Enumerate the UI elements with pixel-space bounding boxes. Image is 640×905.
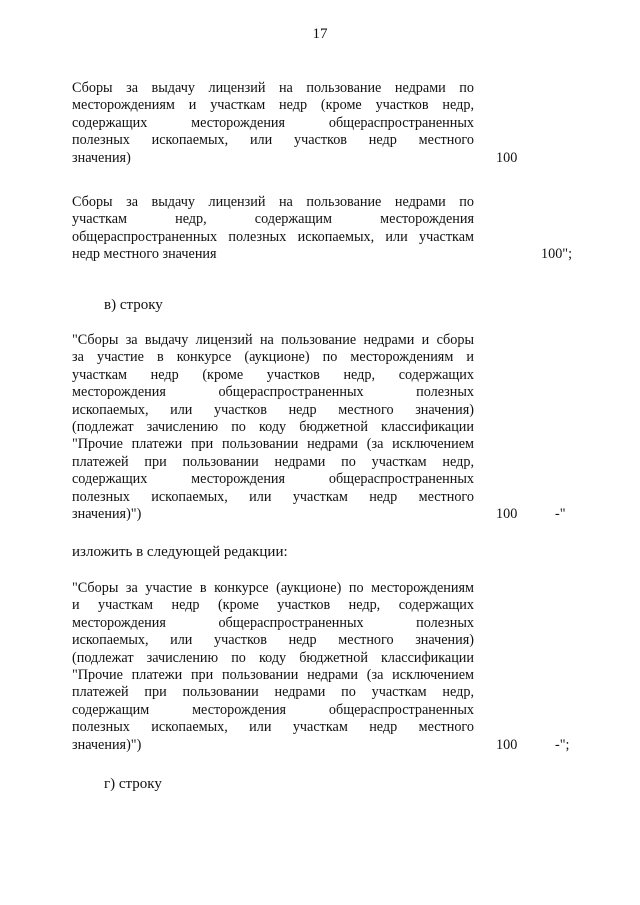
- entry-1-line: значения): [72, 149, 131, 166]
- entry-2-line: участкам недр, содержащим месторождения: [72, 211, 474, 228]
- page-number: 17: [312, 26, 328, 42]
- entry-1-line: содержащих месторождения общераспространенных: [72, 114, 474, 131]
- quoted-old-line: за участие в конкурсе (аукционе) по месторождениям и: [72, 349, 474, 366]
- instruction-g: г) строку: [104, 776, 162, 792]
- quoted-new-line: ископаемых, или участков недр местного значения): [72, 632, 474, 649]
- entry-2-line: недр местного значения: [72, 246, 217, 263]
- quoted-new-value: 100: [496, 736, 518, 753]
- quoted-old-suffix: -": [555, 506, 566, 522]
- quoted-new-line: значения)"): [72, 736, 142, 753]
- entry-2-text: [72, 194, 474, 264]
- entry-1-text: [72, 80, 474, 167]
- quoted-new-line: "Сборы за участие в конкурсе (аукционе) по месторождениям: [72, 580, 474, 596]
- quoted-old-line: "Сборы за выдачу лицензий на пользование недрами и сборы: [72, 332, 474, 348]
- quoted-new-line: и участкам недр (кроме участков недр, содержащих: [72, 597, 474, 614]
- entry-1-line: Сборы за выдачу лицензий на пользование недрами по: [72, 80, 474, 96]
- quoted-new-line: "Прочие платежи при пользовании недрами (за исключением: [72, 666, 474, 683]
- quoted-old-text: [72, 332, 474, 523]
- entry-2-line: общераспространенных полезных ископаемых, или участкам: [72, 228, 474, 245]
- quoted-new-line: содержащим месторождения общераспространенных: [72, 701, 474, 718]
- quoted-old-line: значения)"): [72, 505, 142, 522]
- quoted-new-line: полезных ископаемых, или участкам недр местного: [72, 719, 474, 736]
- quoted-old-line: содержащих месторождения общераспространенных: [72, 471, 474, 488]
- quoted-new-text: [72, 580, 474, 754]
- quoted-old-line: участкам недр (кроме участков недр, содержащих: [72, 366, 474, 383]
- quoted-new-line: месторождения общераспространенных полезных: [72, 614, 474, 631]
- quoted-old-value: 100: [496, 506, 518, 522]
- quoted-old-line: ископаемых, или участков недр местного значения): [72, 401, 474, 418]
- instruction-v: в) строку: [104, 297, 163, 313]
- quoted-new-line: платежей при пользовании недрами по участкам недр,: [72, 684, 474, 701]
- entry-1-line: полезных ископаемых, или участков недр местного: [72, 132, 474, 149]
- quoted-new-suffix: -";: [555, 736, 570, 753]
- entry-2-value: 100";: [541, 246, 573, 263]
- quoted-old-line: (подлежат зачислению по коду бюджетной классификации: [72, 418, 474, 435]
- instruction-state: изложить в следующей редакции:: [72, 544, 288, 560]
- quoted-old-line: месторождения общераспространенных полезных: [72, 384, 474, 401]
- quoted-new-line: (подлежат зачислению по коду бюджетной классификации: [72, 649, 474, 666]
- quoted-old-line: полезных ископаемых, или участкам недр местного: [72, 488, 474, 505]
- quoted-old-line: "Прочие платежи при пользовании недрами (за исключением: [72, 436, 474, 453]
- entry-1-value: 100: [496, 149, 518, 166]
- entry-2-line: Сборы за выдачу лицензий на пользование недрами по: [72, 194, 474, 210]
- quoted-old-line: платежей при пользовании недрами по участкам недр,: [72, 453, 474, 470]
- entry-1-line: месторождениям и участкам недр (кроме участков недр,: [72, 97, 474, 114]
